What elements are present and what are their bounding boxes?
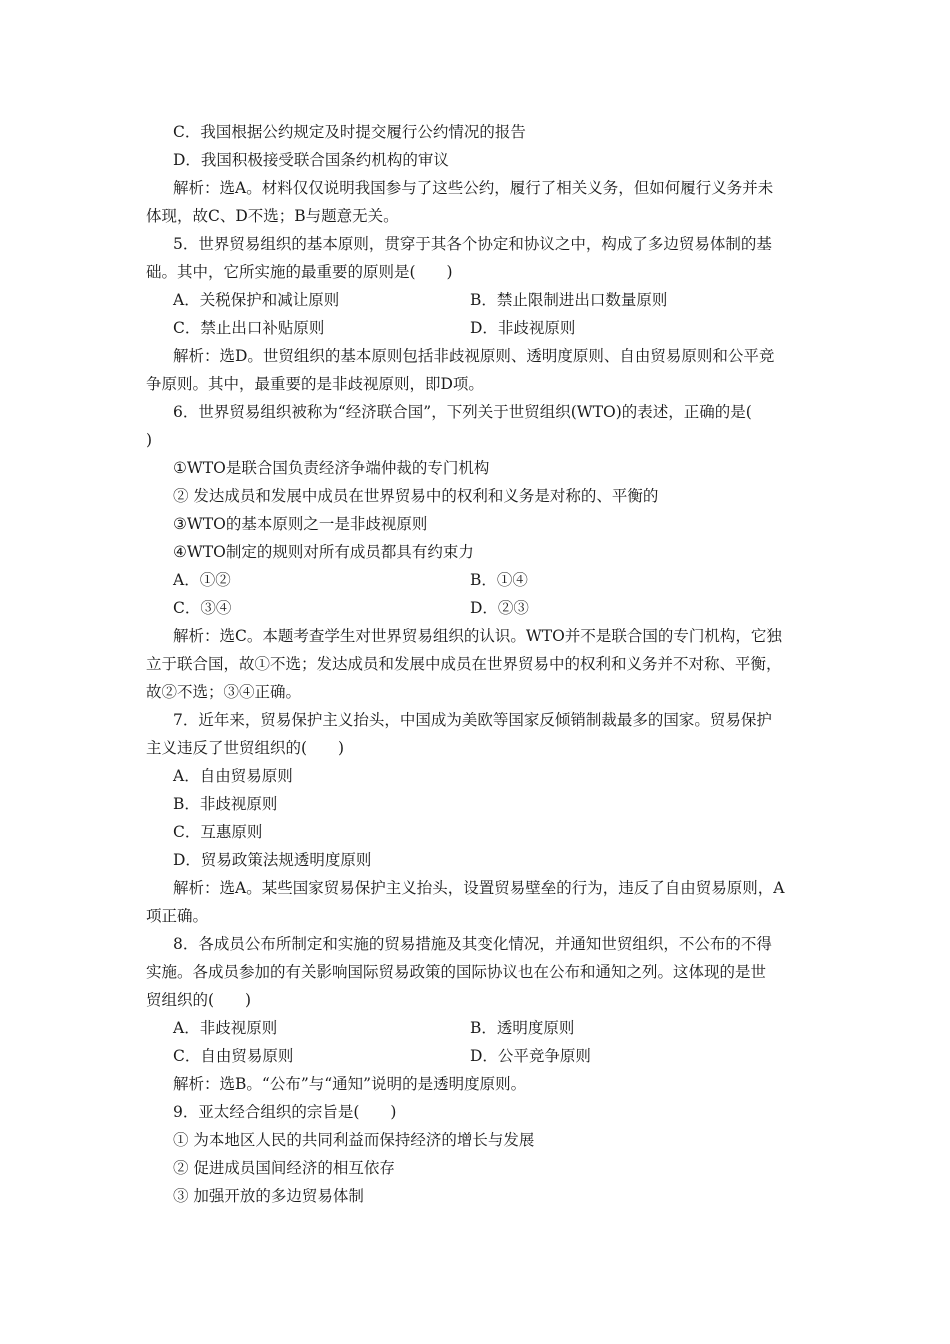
q8-stem-line-2: 实施。各成员参加的有关影响国际贸易政策的国际协议也在公布和通知之列。这体现的是世	[146, 963, 767, 981]
q4-option-c: C．我国根据公约规定及时提交履行公约情况的报告	[173, 123, 526, 141]
q6-statement-1: ①WTO是联合国负责经济争端仲裁的专门机构	[173, 459, 490, 477]
q7-option-b: B．非歧视原则	[173, 795, 278, 813]
q9-stem: 9．亚太经合组织的宗旨是( )	[173, 1103, 397, 1121]
q9-statement-1: ① 为本地区人民的共同利益而保持经济的增长与发展	[173, 1131, 535, 1149]
q7-stem-line-2: 主义违反了世贸组织的( )	[146, 739, 345, 757]
q6-analysis-line-1: 解析：选C。本题考查学生对世界贸易组织的认识。WTO并不是联合国的专门机构，它独	[173, 627, 782, 645]
q6-option-a: A．①②	[173, 571, 231, 589]
q9-statement-2: ② 促进成员国间经济的相互依存	[173, 1159, 395, 1177]
q6-option-d: D．②③	[470, 599, 529, 617]
q6-stem-line-2: )	[146, 431, 153, 449]
q8-option-a: A．非歧视原则	[173, 1019, 278, 1037]
q7-option-d: D．贸易政策法规透明度原则	[173, 851, 372, 869]
q6-statement-4: ④WTO制定的规则对所有成员都具有约束力	[173, 543, 474, 561]
q7-stem-line-1: 7．近年来，贸易保护主义抬头，中国成为美欧等国家反倾销制裁最多的国家。贸易保护	[173, 711, 772, 729]
q8-analysis: 解析：选B。“公布”与“通知”说明的是透明度原则。	[173, 1075, 527, 1093]
q4-analysis-line-2: 体现，故C、D不选；B与题意无关。	[146, 207, 399, 225]
q8-stem-line-1: 8．各成员公布所制定和实施的贸易措施及其变化情况，并通知世贸组织，不公布的不得	[173, 935, 772, 953]
q7-option-a: A．自由贸易原则	[173, 767, 293, 785]
q6-option-c: C．③④	[173, 599, 232, 617]
q5-option-a: A．关税保护和减让原则	[173, 291, 340, 309]
q7-analysis-line-1: 解析：选A。某些国家贸易保护主义抬头，设置贸易壁垒的行为，违反了自由贸易原则，A	[173, 879, 785, 897]
q6-analysis-line-3: 故②不选；③④正确。	[146, 683, 302, 701]
q9-statement-3: ③ 加强开放的多边贸易体制	[173, 1187, 364, 1205]
q5-option-b: B．禁止限制进出口数量原则	[470, 291, 668, 309]
q8-stem-line-3: 贸组织的( )	[146, 991, 252, 1009]
q8-option-b: B．透明度原则	[470, 1019, 575, 1037]
q4-option-d: D．我国积极接受联合国条约机构的审议	[173, 151, 449, 169]
q5-stem-line-1: 5．世界贸易组织的基本原则，贯穿于其各个协定和协议之中，构成了多边贸易体制的基	[173, 235, 772, 253]
q6-statement-2: ② 发达成员和发展中成员在世界贸易中的权利和义务是对称的、平衡的	[173, 487, 659, 505]
q6-option-b: B．①④	[470, 571, 528, 589]
q6-statement-3: ③WTO的基本原则之一是非歧视原则	[173, 515, 428, 533]
q7-analysis-line-2: 项正确。	[146, 907, 209, 925]
q5-analysis-line-1: 解析：选D。世贸组织的基本原则包括非歧视原则、透明度原则、自由贸易原则和公平竞	[173, 347, 775, 365]
q5-option-d: D．非歧视原则	[470, 319, 576, 337]
q6-stem-line-1: 6．世界贸易组织被称为“经济联合国”，下列关于世贸组织(WTO)的表述，正确的是(	[173, 403, 752, 421]
q4-analysis-line-1: 解析：选A。材料仅仅说明我国参与了这些公约，履行了相关义务，但如何履行义务并未	[173, 179, 774, 197]
q5-option-c: C．禁止出口补贴原则	[173, 319, 325, 337]
q6-analysis-line-2: 立于联合国，故①不选；发达成员和发展中成员在世界贸易中的权利和义务并不对称、平衡，	[146, 655, 782, 673]
q5-analysis-line-2: 争原则。其中，最重要的是非歧视原则，即D项。	[146, 375, 484, 393]
q8-option-c: C．自由贸易原则	[173, 1047, 294, 1065]
q5-stem-line-2: 础。其中，它所实施的最重要的原则是( )	[146, 263, 453, 281]
q8-option-d: D．公平竞争原则	[470, 1047, 591, 1065]
q7-option-c: C．互惠原则	[173, 823, 263, 841]
